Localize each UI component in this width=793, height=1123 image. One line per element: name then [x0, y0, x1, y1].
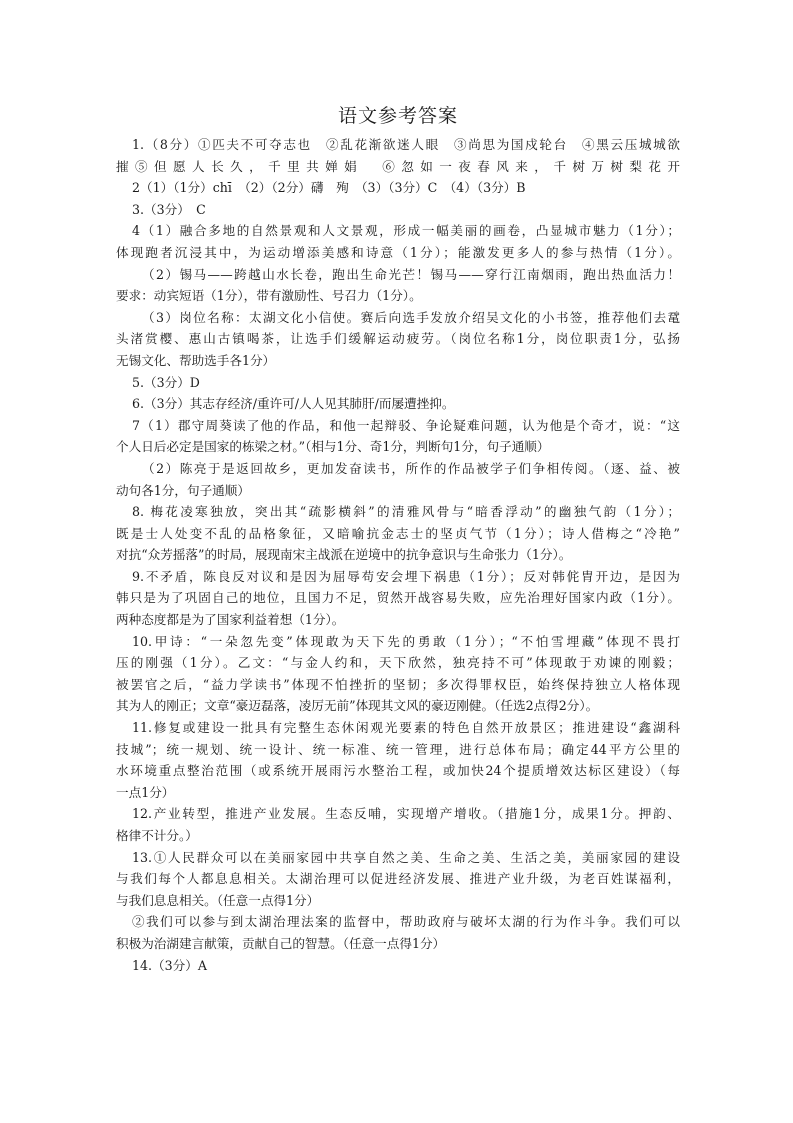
text-line: 头渚赏樱、惠山古镇喝茶，让选手们缓解运动疲劳。（岗位名称1分，岗位职责1分，弘扬 [116, 331, 680, 347]
text-line: 12.产业转型，推进产业发展。生态反哺，实现增产增收。（措施1分，成果1分。押韵、 [132, 806, 680, 822]
text-line: 4（1）融合多地的自然景观和人文景观，形成一幅美丽的画卷，凸显城市魅力（1分）； [132, 223, 680, 239]
text-line: 动句各1分，句子通顺） [116, 482, 250, 498]
text-line: 其为人的刚正；文章“豪迈磊落，凌厉无前”体现其文风的豪迈刚健。（任选2点得2分）。 [116, 698, 599, 714]
text-line: 3.（3分） C [132, 201, 206, 217]
text-line: 既是士人处变不乱的品格象征，又暗喻抗金志士的坚贞气节（1分）；诗人借梅之“冷艳” [116, 525, 680, 541]
text-line: 两种态度都是为了国家利益着想（1分）。 [116, 612, 345, 628]
answer-document [116, 104, 680, 976]
text-line: 摧⑤但愿人长久，千里共婵娟 ⑥忽如一夜春风来，千树万树梨花开 [116, 158, 680, 174]
text-line: 技城”；统一规划、统一设计、统一标准、统一管理，进行总体布局；确定44平方公里的 [116, 741, 680, 757]
text-line: 积极为治湖建言献策，贡献自己的智慧。（任意一点得1分） [116, 935, 446, 951]
text-line: 压的刚强（1分）。乙文：“与金人约和，天下欣然，独亮持不可”体现敢于劝谏的刚毅； [116, 655, 680, 671]
text-line: 个人日后必定是国家的栋梁之材。”（相与1分、奇1分，判断句1分，句子通顺） [116, 439, 550, 455]
text-line: 与我们息息相关。（任意一点得1分） [116, 892, 320, 908]
text-line: （2）陈亮于是返回故乡，更加发奋读书，所作的作品被学子们争相传阅。（逐、益、被 [142, 460, 680, 476]
text-line: 格律不计分。） [116, 828, 198, 843]
page-title: 语文参考答案 [337, 105, 458, 127]
text-line: 1.（8分）①匹夫不可夺志也 ②乱花渐欲迷人眼 ③尚思为国戍轮台 ④黑云压城城欲 [132, 137, 680, 152]
text-line: ②我们可以参与到太湖治理法案的监督中，帮助政府与破坏太湖的行为作斗争。我们可以 [132, 914, 680, 930]
text-line: 13.①人民群众可以在美丽家园中共享自然之美、生命之美、生活之美，美丽家园的建设 [132, 849, 680, 865]
text-line: 水环境重点整治范围（或系统开展雨污水整治工程，或加快24个提质增效达标区建设）（每 [116, 763, 680, 779]
text-line: 9.不矛盾，陈良反对议和是因为屈辱苟安会埋下祸患（1分）；反对韩侂胄开边，是因为 [132, 568, 680, 584]
text-line: 被罢官之后，“益力学读书”体现不怕挫折的坚韧；多次得罪权臣，始终保持独立人格体现 [116, 676, 680, 692]
text-line: 11.修复或建设一批具有完整生态休闲观光要素的特色自然开放景区；推进建设“鑫湖科 [132, 720, 680, 736]
text-line: 要求：动宾短语（1分），带有激励性、号召力（1分）。 [116, 288, 422, 304]
text-line: 10.甲诗：“一朵忽先变”体现敢为天下先的勇敢（1分）；“不怕雪埋藏”体现不畏打 [132, 633, 680, 649]
text-line: 5.（3分）D [132, 374, 200, 390]
text-line: 一点1分） [116, 784, 175, 800]
text-line: 7（1）郡守周葵读了他的作品，和他一起辩驳、争论疑难问题，认为他是个奇才，说：“这 [132, 417, 680, 433]
text-line: 8. 梅花凌寒独放，突出其“疏影横斜”的清雅风骨与“暗香浮动”的幽独气韵（1分）； [132, 504, 680, 520]
text-line: （3）岗位名称：太湖文化小信使。赛后向选手发放介绍吴文化的小书签，推荐他们去鼋 [142, 309, 680, 325]
text-line: 与我们每个人都息息相关。太湖治理可以促进经济发展、推进产业升级，为老百姓谋福利， [116, 871, 680, 887]
text-line: 无锡文化、帮助选手各1分） [116, 352, 276, 368]
text-line: 14.（3分）A [132, 957, 207, 973]
text-line: 体现跑者沉浸其中，为运动增添美感和诗意（1分）；能激发更多人的参与热情（1分）。 [116, 244, 680, 260]
text-line: 对抗“众芳摇落”的时局，展现南宋主战派在逆境中的抗争意识与生命张力（1分）。 [116, 547, 572, 563]
text-line: 2（1）（1分）chī （2）（2分）礴 殉 （3）（3分）C （4）（3分）B [132, 180, 526, 196]
text-line: 韩只是为了巩固自己的地位，且国力不足，贸然开战容易失败，应先治理好国家内政（1分）。 [116, 590, 680, 606]
text-line: 6.（3分）其志存经济/重许可/人人见其肺肝/而屡遭挫抑。 [132, 396, 455, 412]
text-line: （2）锡马——跨越山水长卷，跑出生命光芒！锡马——穿行江南烟雨，跑出热血活力！ [142, 266, 680, 282]
